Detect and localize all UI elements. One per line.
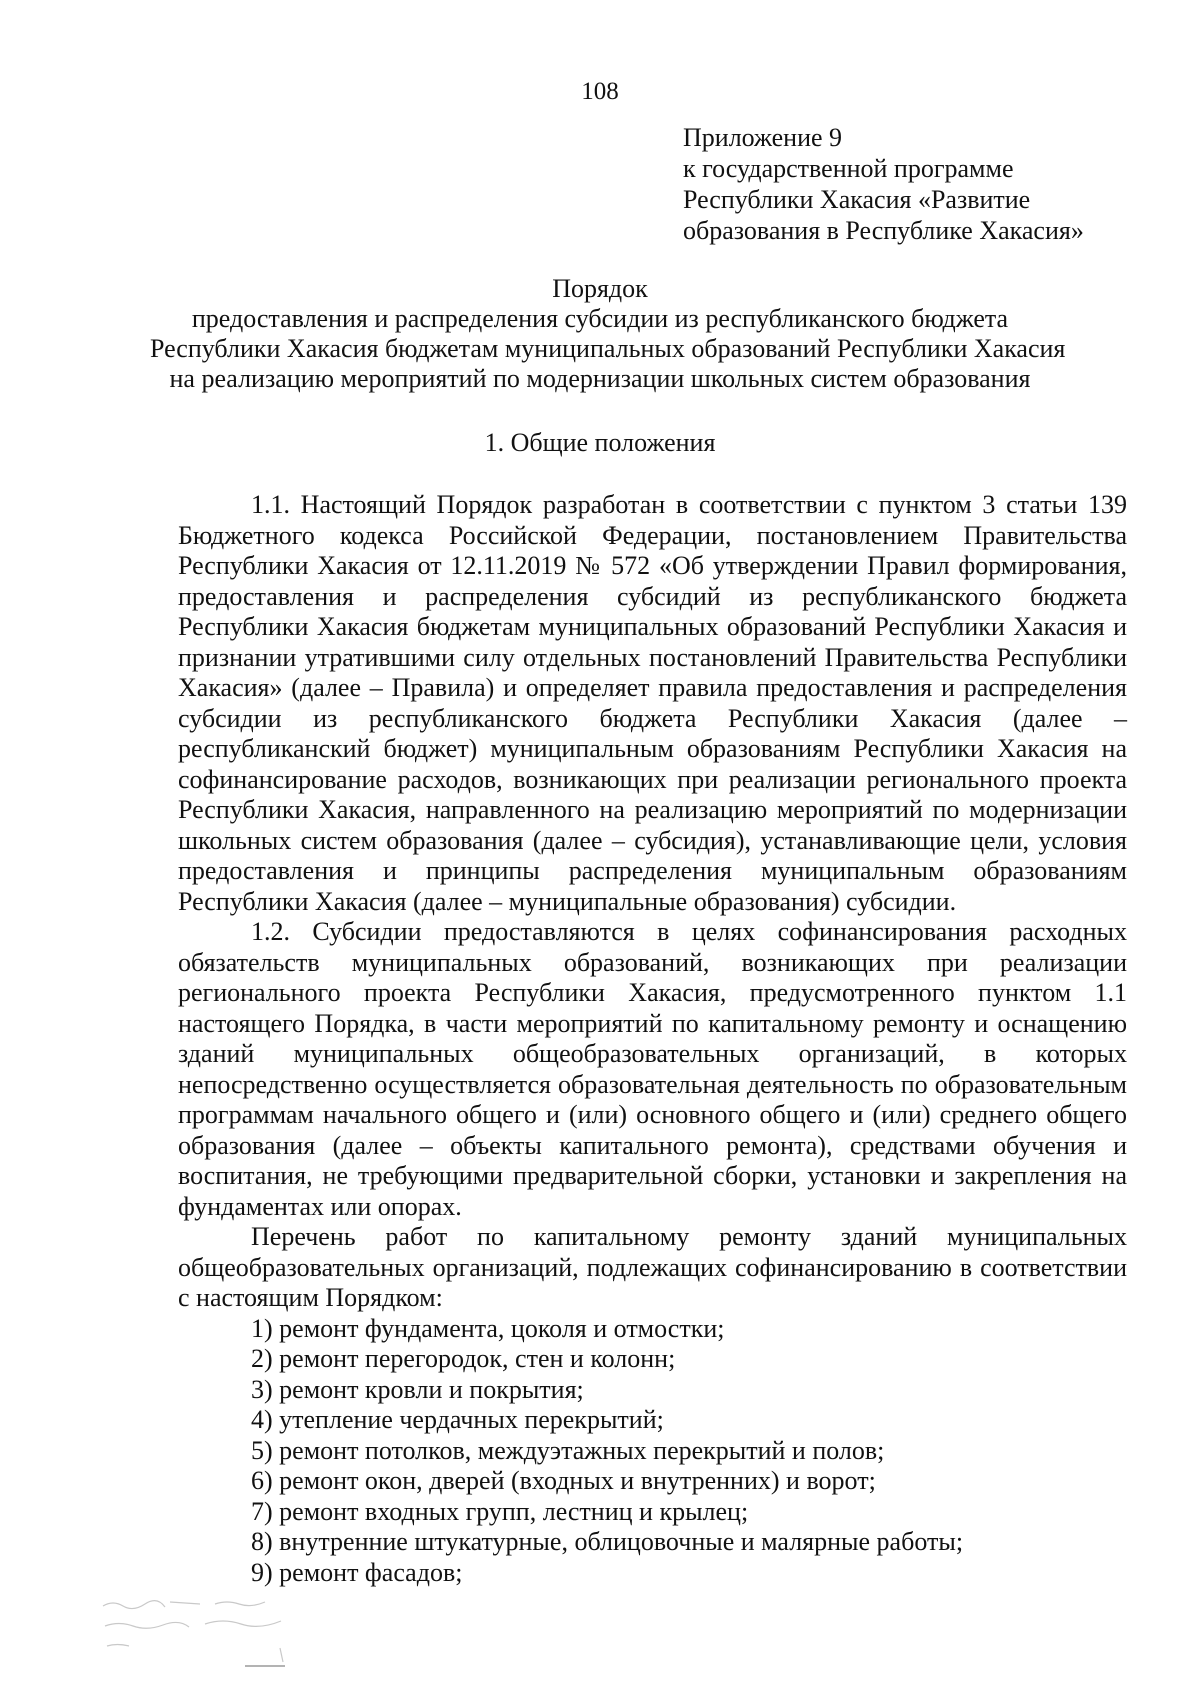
page-number: 108 bbox=[581, 78, 619, 105]
list-item: 3) ремонт кровли и покрытия; bbox=[251, 1374, 584, 1404]
title-line: предоставления и распределения субсидии из республиканского бюджета bbox=[191, 304, 1009, 333]
list-item: 2) ремонт перегородок, стен и колонн; bbox=[251, 1344, 676, 1373]
section-heading: 1. Общие положения bbox=[484, 428, 716, 457]
list-item: 7) ремонт входных групп, лестниц и крылец; bbox=[251, 1496, 749, 1526]
list-item: 1) ремонт фундамента, цоколя и отмостки; bbox=[251, 1313, 725, 1343]
title-line: Республики Хакасия бюджетам муниципальных образований Республики Хакасия bbox=[150, 334, 1066, 363]
body-text bbox=[178, 490, 1127, 1588]
list-item: 5) ремонт потолков, междуэтажных перекрытий и полов; bbox=[251, 1435, 885, 1465]
appendix-line: Республики Хакасия «Развитие bbox=[683, 185, 1031, 214]
paragraph-1-2: 1.2. Субсидии предоставляются в целях софинансирования расходных обязательств муниципальных образований, возникающих при реализации регионального проекта Республики Хакасия, предусмотренного пунктом 1.1 настоящего Порядка, в части мероприятий по капитальному ремонту и оснащению зданий муниципальных общеобразовательных организаций, в которых непосредственно осуществляется образовательная деятельность по образовательным программам начального общего и (или) основного общего и (или) среднего общего образования (далее – объекты капитального ремонта), средствами обучения и воспитания, не требующими предварительной сборки, установки и закрепления на фундаментах или опорах. bbox=[178, 917, 1127, 1221]
document-title bbox=[150, 274, 1066, 394]
title-line: на реализацию мероприятий по модернизации школьных систем образования bbox=[169, 364, 1031, 393]
appendix-line: образования в Республике Хакасия» bbox=[683, 216, 1084, 245]
appendix-line: к государственной программе bbox=[683, 154, 1014, 183]
appendix-block bbox=[683, 122, 1163, 246]
list-item: 8) внутренние штукатурные, облицовочные и малярные работы; bbox=[251, 1527, 964, 1556]
works-intro-paragraph: Перечень работ по капитальному ремонту зданий муниципальных общеобразовательных организаций, подлежащих софинансированию в соответствии с настоящим Порядком: bbox=[178, 1222, 1127, 1312]
paragraph-1-1: 1.1. Настоящий Порядок разработан в соответствии с пунктом 3 статьи 139 Бюджетного кодекса Российской Федерации, постановлением Правительства Республики Хакасия от 12.11.2019 № 572 «Об утверждении Правил формирования, предоставления и распределения субсидий из республиканского бюджета Республики Хакасия бюджетам муниципальных образований Республики Хакасия и признании утратившими силу отдельных постановлений Правительства Республики Хакасия» (далее – Правила) и определяет правила предоставления и распределения субсидии из республиканского бюджета Республики Хакасия (далее – республиканский бюджет) муниципальным образованиям Республики Хакасия на софинансирование расходов, возникающих при реализации регионального проекта Республики Хакасия, направленного на реализацию мероприятий по модернизации школьных систем образования (далее – субсидия), устанавливающие цели, условия предоставления и принципы распределения муниципальным образованиям Республики Хакасия (далее – муниципальные образования) субсидии. bbox=[178, 490, 1127, 916]
list-item: 4) утепление чердачных перекрытий; bbox=[251, 1405, 664, 1434]
title-heading: Порядок bbox=[552, 274, 648, 303]
appendix-line: Приложение 9 bbox=[683, 123, 843, 152]
list-item: 6) ремонт окон, дверей (входных и внутренних) и ворот; bbox=[251, 1466, 876, 1495]
faint-stamp bbox=[95, 1588, 325, 1678]
list-item: 9) ремонт фасадов; bbox=[251, 1557, 463, 1587]
